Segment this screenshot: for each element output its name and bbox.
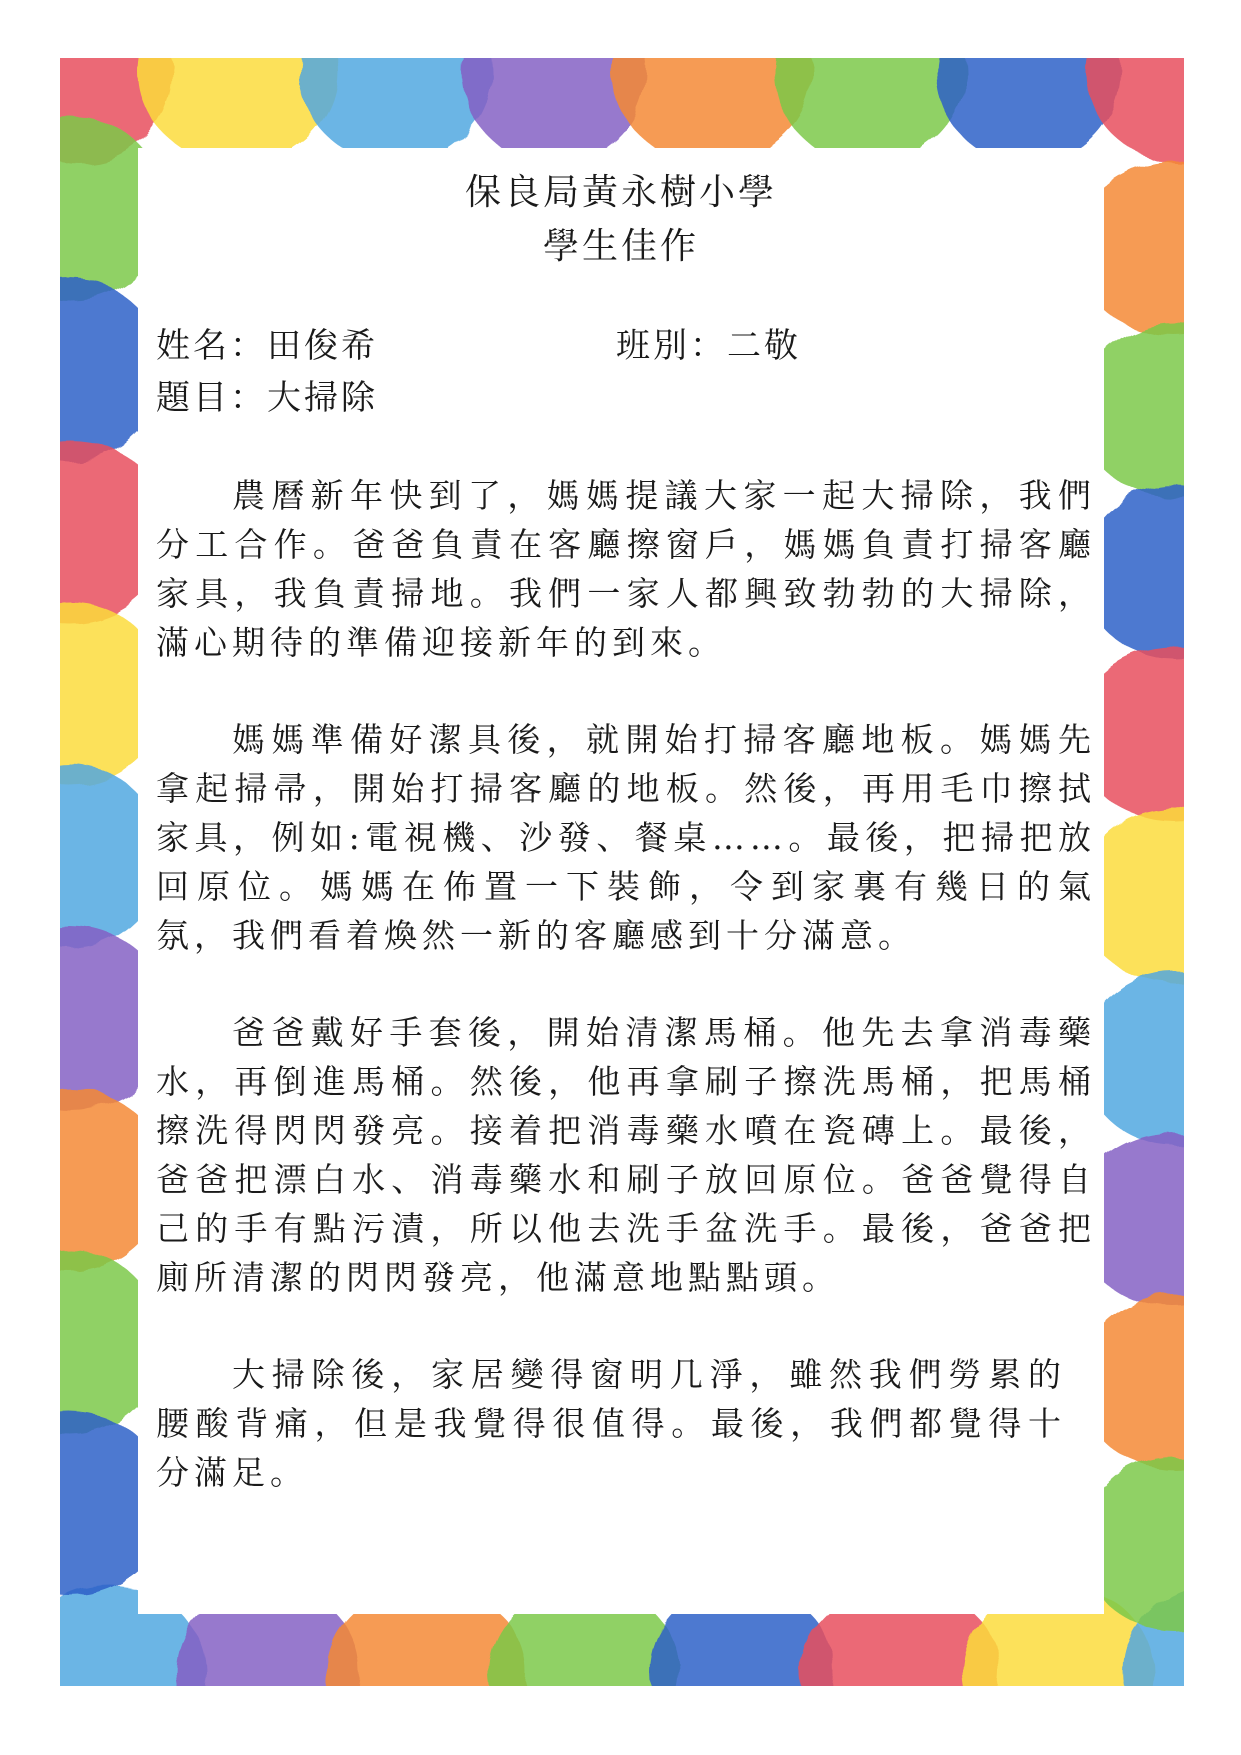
class-line: 班別：二敬 [616,326,801,366]
student-name-line: 姓名：田俊希 [156,326,378,366]
topic-line: 題目：大掃除 [156,378,378,418]
school-name: 保良局黃永樹小學 [464,172,777,213]
document-subtitle: 學生佳作 [542,226,699,267]
essay-paragraph-4: 大掃除後，家居變得窗明几淨，雖然我們勞累的腰酸背痛，但是我覺得很值得。最後，我們都覺得十分滿足。 [156,1355,1066,1492]
essay-paragraph-3: 爸爸戴好手套後，開始清潔馬桶。他先去拿消毒藥水，再倒進馬桶。然後，他再拿刷子擦洗馬桶，把馬桶擦洗得閃閃發亮。接着把消毒藥水噴在瓷磚上。最後，爸爸把漂白水、消毒藥水和刷子放回原位。爸爸覺得自己的手有點污漬，所以他去洗手盆洗手。最後，爸爸把廁所清潔的閃閃發亮，他滿意地點點頭。 [156,1013,1096,1297]
essay-paragraph-2: 媽媽準備好潔具後，就開始打掃客廳地板。媽媽先拿起掃帚，開始打掃客廳的地板。然後，再用毛巾擦拭家具，例如:電視機、沙發、餐桌……。最後，把掃把放回原位。媽媽在佈置一下裝飾，令到家裏有幾日的氣氛，我們看着煥然一新的客廳感到十分滿意。 [156,720,1096,955]
writing-sheet [138,148,1104,1614]
essay-paragraph-1: 農曆新年快到了，媽媽提議大家一起大掃除，我們分工合作。爸爸負責在客廳擦窗戶，媽媽負責打掃客廳家具，我負責掃地。我們一家人都興致勃勃的大掃除，滿心期待的準備迎接新年的到來。 [156,476,1096,662]
